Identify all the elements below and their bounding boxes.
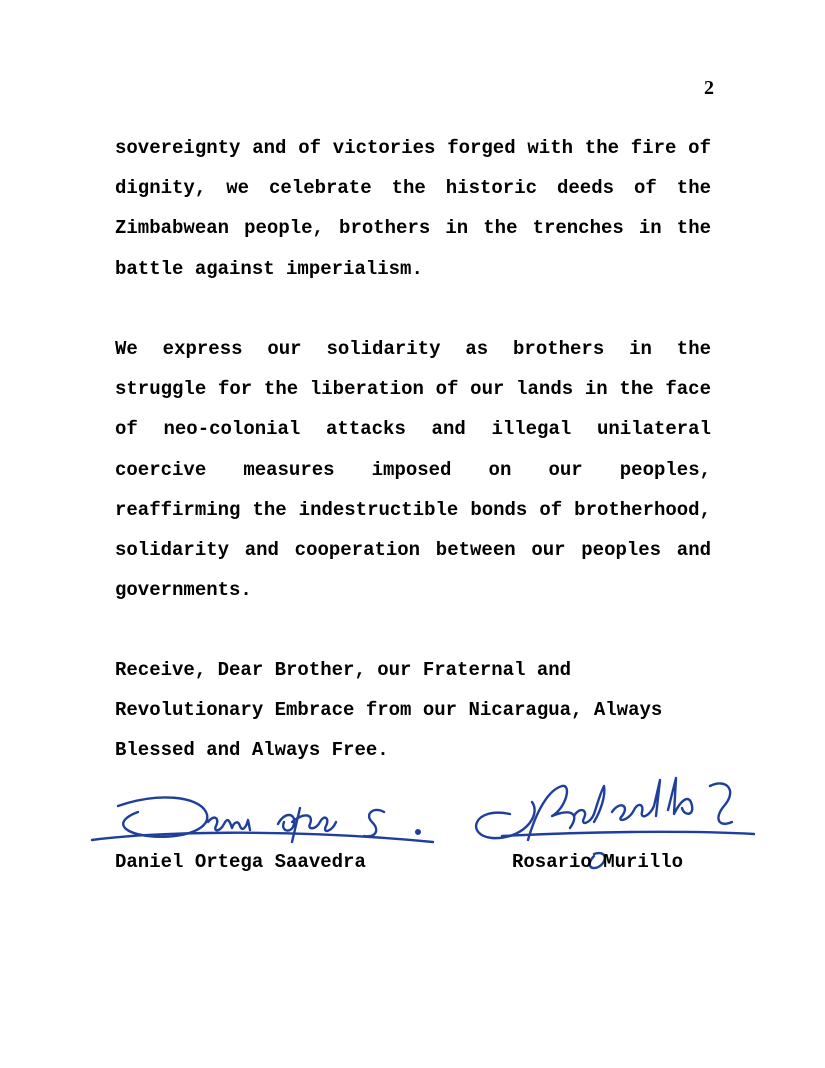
paragraph-sovereignty: sovereignty and of victories forged with the fire of dignity, we celebrate the historic deeds of the Zimbabwean people, brothers in the trenches in the battle against imperialism. [115, 137, 711, 280]
signatory-name-daniel-ortega: Daniel Ortega Saavedra [115, 851, 366, 873]
paragraph-closing-embrace: Receive, Dear Brother, our Fraternal and Revolutionary Embrace from our Nicaragua, Always Blessed and Always Free. [115, 659, 663, 762]
paragraph-solidarity: We express our solidarity as brothers in the struggle for the liberation of our lands in the face of neo-colonial attacks and illegal unilateral coercive measures imposed on our peoples, reaffirming the indestructible bonds of brotherhood, solidarity and cooperation between our peoples and governments. [115, 338, 711, 602]
signatory-name-rosario-murillo: Rosario Murillo [512, 851, 684, 873]
signature-daniel-ortega-icon [88, 782, 448, 860]
page-number: 2 [704, 77, 714, 99]
